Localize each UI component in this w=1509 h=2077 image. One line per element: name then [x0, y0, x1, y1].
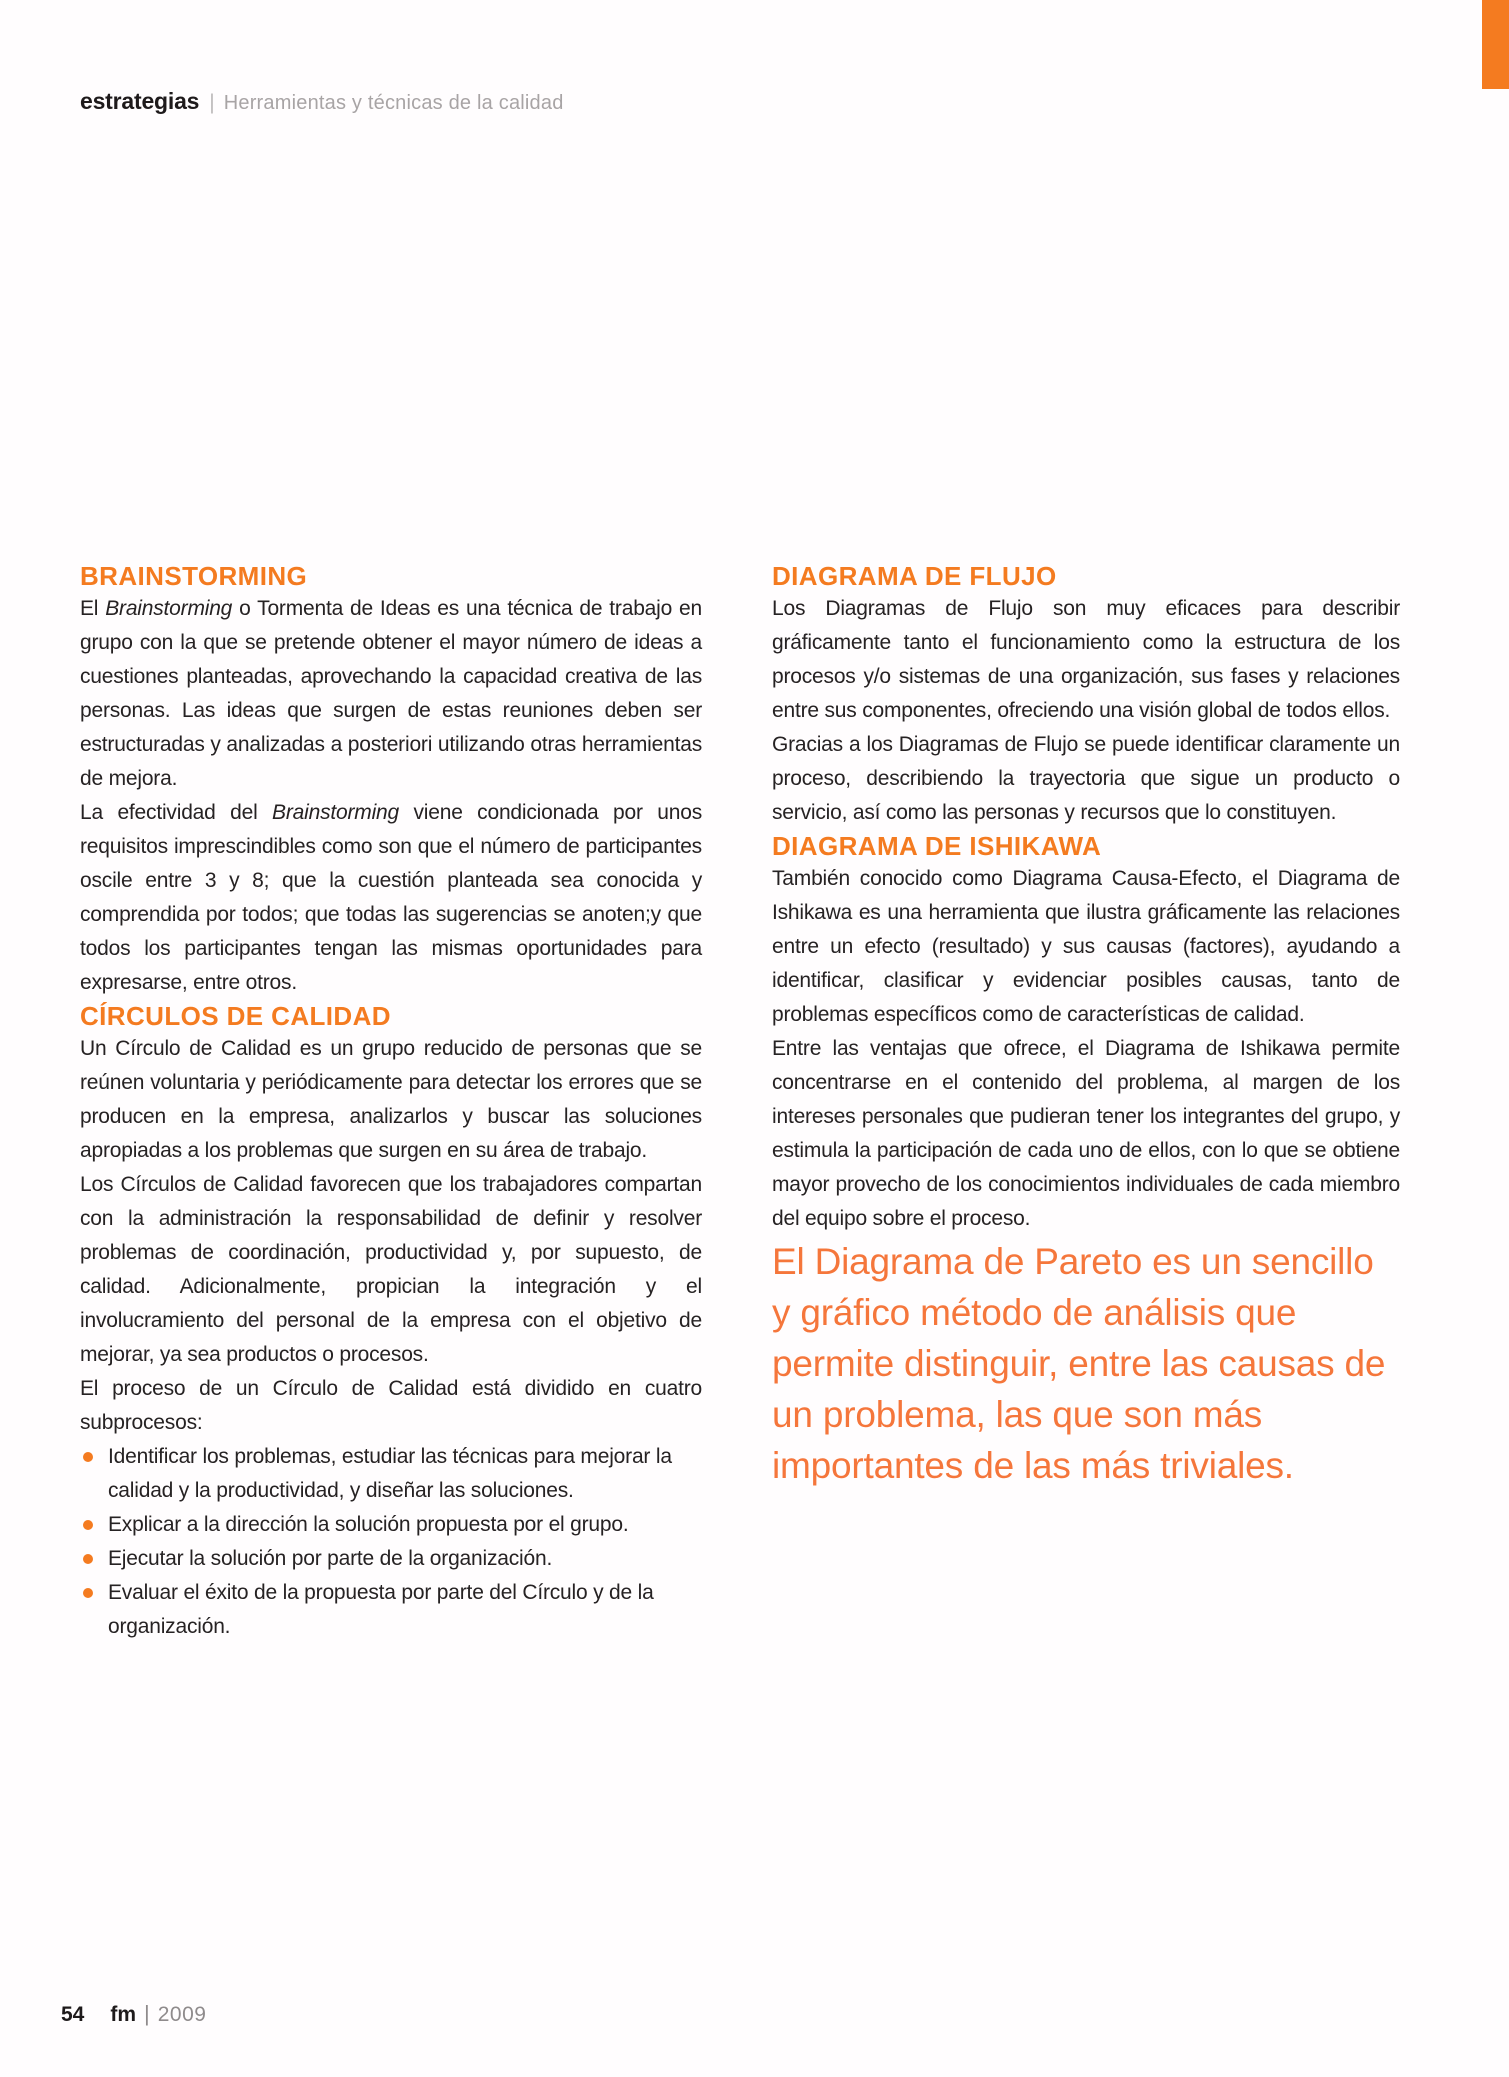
heading-circulos-de-calidad: CÍRCULOS DE CALIDAD	[80, 1001, 391, 1031]
text-segment: o Tormenta de Ideas es una técnica de trabajo en grupo con la que se pretende obtener el mayor número de ideas a cuestiones planteadas, aprovechando la capacidad creativa de las personas. Las ideas que surgen de estas reuniones deben ser estructuradas y analizadas a posteriori utilizando otras herramientas de mejora.	[80, 597, 702, 790]
bullet-icon	[83, 1554, 93, 1564]
list-item-text: Ejecutar la solución por parte de la organización.	[108, 1547, 553, 1570]
list-item-text: Explicar a la dirección la solución propuesta por el grupo.	[108, 1513, 629, 1536]
page-footer	[61, 2001, 206, 2027]
text-segment: viene condicionada por unos requisitos imprescindibles como son que el número de participantes oscile entre 3 y 8; que la cuestión planteada sea conocida y comprendida por todos; que todas las sugerencias se anoten;y que todos los participantes tengan las mismas oportunidades para expresarse, entre otros.	[80, 801, 702, 994]
left-column	[80, 560, 702, 1644]
list-item-text: Identificar los problemas, estudiar las técnicas para mejorar la calidad y la productividad, y diseñar las soluciones.	[108, 1445, 672, 1502]
section-label: estrategias	[80, 88, 200, 114]
header-separator: |	[209, 91, 215, 114]
paragraph-circulos-2: Los Círculos de Calidad favorecen que los trabajadores compartan con la administración la responsabilidad de definir y resolver problemas de coordinación, productividad y, por supuesto, de calidad. Adicionalmente, propician la integración y el involucramiento del personal de la empresa con el objetivo de mejorar, ya sea productos o procesos.	[80, 1173, 702, 1366]
paragraph-flujo-2: Gracias a los Diagramas de Flujo se puede identificar claramente un proceso, describiendo la trayectoria que sigue un producto o servicio, así como las personas y recursos que lo constituyen.	[772, 733, 1400, 824]
paragraph-flujo-1: Los Diagramas de Flujo son muy eficaces para describir gráficamente tanto el funcionamiento como la estructura de los procesos y/o sistemas de una organización, sus fases y relaciones entre sus componentes, ofreciendo una visión global de todos ellos.	[772, 597, 1400, 722]
list-item	[80, 1542, 702, 1576]
footer-separator: |	[144, 2001, 150, 2026]
paragraph-ishikawa-1: También conocido como Diagrama Causa-Efecto, el Diagrama de Ishikawa es una herramienta que ilustra gráficamente las relaciones entre un efecto (resultado) y sus causas (factores), ayudando a identificar, clasificar y evidenciar posibles causas, tanto de problemas específicos como de características de calidad.	[772, 867, 1400, 1026]
page-number: 54	[61, 2003, 85, 2026]
list-item	[80, 1440, 702, 1508]
paragraph-circulos-3: El proceso de un Círculo de Calidad está dividido en cuatro subprocesos:	[80, 1377, 702, 1434]
text-segment: La efectividad del	[80, 801, 273, 824]
list-item-text: Evaluar el éxito de la propuesta por parte del Círculo y de la organización.	[108, 1581, 654, 1638]
paragraph-circulos-1: Un Círculo de Calidad es un grupo reducido de personas que se reúnen voluntaria y periódicamente para detectar los errores que se producen en la empresa, analizarlos y buscar las soluciones apropiadas a los problemas que surgen en su área de trabajo.	[80, 1037, 702, 1162]
list-item	[80, 1508, 702, 1542]
list-item	[80, 1576, 702, 1644]
paragraph-brainstorming-1	[80, 592, 702, 796]
right-column	[772, 560, 1400, 1491]
pull-quote-pareto: El Diagrama de Pareto es un sencillo y gráfico método de análisis que permite distinguir, entre las causas de un problema, las que son más importantes de las más triviales.	[772, 1241, 1386, 1486]
heading-diagrama-de-ishikawa: DIAGRAMA DE ISHIKAWA	[772, 831, 1102, 861]
italic-term: Brainstorming	[272, 801, 399, 824]
heading-brainstorming: BRAINSTORMING	[80, 561, 308, 591]
header-subtitle: Herramientas y técnicas de la calidad	[223, 92, 564, 114]
paragraph-ishikawa-2: Entre las ventajas que ofrece, el Diagrama de Ishikawa permite concentrarse en el contenido del problema, al margen de los intereses personales que pudieran tener los integrantes del grupo, y estimula la participación de cada uno de ellos, con lo que se obtiene mayor provecho de los conocimientos individuales de cada miembro del equipo sobre el proceso.	[772, 1037, 1400, 1230]
subprocess-list	[80, 1440, 702, 1644]
italic-term: Brainstorming	[105, 597, 233, 620]
text-segment: El	[80, 597, 106, 620]
magazine-name: fm	[110, 2003, 137, 2026]
bullet-icon	[83, 1452, 93, 1462]
page-edge-tab	[1482, 0, 1509, 89]
paragraph-brainstorming-2	[80, 796, 702, 1000]
bullet-icon	[83, 1588, 93, 1598]
heading-diagrama-de-flujo: DIAGRAMA DE FLUJO	[772, 561, 1057, 591]
footer-year: 2009	[157, 2003, 207, 2026]
page-header	[80, 88, 564, 115]
bullet-icon	[83, 1520, 93, 1530]
